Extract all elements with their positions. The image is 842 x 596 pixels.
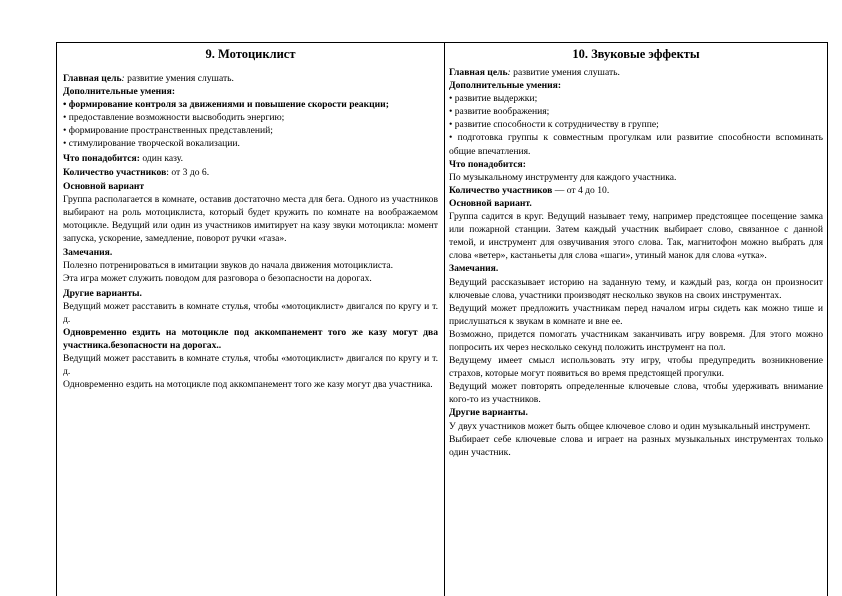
other-variant-paragraph: Ведущий может расставить в комнате стулья, чтобы «мотоциклист» двигался по кругу и т. д. bbox=[63, 300, 438, 325]
goal-line bbox=[449, 66, 823, 79]
game-card-sound-effects bbox=[449, 43, 823, 596]
count-line bbox=[63, 166, 438, 179]
note-paragraph: Ведущий рассказывает историю на заданную тему, и каждый раз, когда он произносит ключевые слова, участники производят несколько звуков на своих инструментах. bbox=[449, 276, 823, 301]
goal-text: развитие умения слушать. bbox=[124, 73, 234, 84]
goal-colon: : bbox=[121, 73, 125, 84]
main-variant-text: Группа садится в круг. Ведущий называет тему, например предстоящее посещение замка или пожарной станции. Затем каждый участник выбирает слово, связанное с данной темой, и инструмент для озвучивания этого слова. Так, магнитофон можно выбрать для слова «ветер», кастаньеты для слова «шаги», утиный манок для слова «утка». bbox=[449, 211, 823, 262]
other-variant-paragraph: Одновременно ездить на мотоцикле под аккомпанемент того же казу могут два участника.безопасности на дорогах.. bbox=[63, 326, 438, 351]
card-title: 10. Звуковые эффекты bbox=[572, 47, 700, 61]
other-variant-paragraph: Выбирает себе ключевые слова и играет на разных музыкальных инструментах только один участник. bbox=[449, 433, 823, 458]
need-label: Что понадобится: bbox=[449, 158, 526, 170]
count-label: Количество участников bbox=[449, 184, 553, 196]
other-variant-paragraph: Ведущий может расставить в комнате стулья, чтобы «мотоциклист» двигался по кругу и т. д. bbox=[63, 352, 438, 378]
skill-item: • развитие выдержки; bbox=[449, 93, 538, 105]
game-card-motorcyclist bbox=[63, 43, 438, 596]
note-paragraph: Возможно, придется помогать участникам заканчивать игру вовремя. Для этого можно попросить их через несколько секунд положить инструмент на пол. bbox=[449, 328, 823, 353]
count-line bbox=[449, 184, 823, 197]
notes-label: Замечания. bbox=[449, 263, 499, 275]
note-paragraph: Ведущему имеет смысл использовать эту игру, чтобы предупредить возникновение страхов, которые могут появиться во время предстоящей прогулки. bbox=[449, 355, 823, 380]
skill-item: • подготовка группы к совместным прогулкам или развитие способности вспоминать общие впечатления. bbox=[449, 132, 823, 157]
skill-item: • стимулирование творческой вокализации. bbox=[63, 138, 240, 150]
skill-item: • развитие воображения; bbox=[449, 106, 550, 118]
column-divider bbox=[444, 43, 445, 596]
need-text: один казу. bbox=[139, 152, 183, 164]
goal-label: Главная цель bbox=[63, 73, 122, 84]
main-variant-text: Группа располагается в комнате, оставив достаточно места для бега. Одного из участников выбирают на роль мотоциклиста, который будет кружить по комнате на воображаемом мотоцикле. Ведущий или один из участников имитирует на казу звуки мотоцикла: момент запуска, ускорение, замедление, поворот ручки «газа». bbox=[63, 193, 438, 245]
note-paragraph: Полезно потренироваться в имитации звуков до начала движения мотоциклиста. bbox=[63, 260, 394, 272]
goal-line bbox=[63, 72, 438, 85]
document-page bbox=[56, 42, 828, 596]
count-text: : от 3 до 6. bbox=[166, 166, 210, 178]
other-variant-paragraph: Одновременно ездить на мотоцикле под аккомпанемент того же казу могут два участника. bbox=[63, 379, 433, 391]
note-paragraph: Ведущий может повторять определенные ключевые слова, чтобы удерживать внимание кого-то из участников. bbox=[449, 381, 823, 406]
note-paragraph: Ведущий может предложить участникам перед началом игры сидеть как можно тише и прислушаться к звукам в комнате и вне ее. bbox=[449, 302, 823, 327]
extra-skills-title: Дополнительные умения: bbox=[63, 86, 176, 98]
need-line bbox=[63, 152, 438, 165]
main-variant-label: Основной вариант. bbox=[449, 197, 532, 209]
main-variant-label: Основной вариант bbox=[63, 180, 145, 192]
skill-item: • формирование пространственных представлений; bbox=[63, 125, 273, 137]
goal-label: Главная цель bbox=[449, 67, 508, 78]
other-variants-label: Другие варианты. bbox=[63, 287, 142, 299]
skill-item: • формирование контроля за движениями и повышение скорости реакции; bbox=[63, 99, 389, 111]
goal-colon: : bbox=[507, 67, 511, 78]
extra-skills-title: Дополнительные умения: bbox=[449, 80, 562, 92]
card-title: 9. Мотоциклист bbox=[205, 47, 296, 61]
skill-item: • развитие способности к сотрудничеству в группе; bbox=[449, 119, 659, 131]
need-text: По музыкальному инструменту для каждого участника. bbox=[449, 171, 677, 183]
other-variant-paragraph: У двух участников может быть общее ключевое слово и один музыкальный инструмент. bbox=[449, 420, 811, 432]
notes-label: Замечания. bbox=[63, 247, 113, 259]
count-label: Количество участников bbox=[63, 166, 167, 178]
note-paragraph: Эта игра может служить поводом для разговора о безопасности на дорогах. bbox=[63, 273, 372, 285]
skill-item: • предоставление возможности высвободить энергию; bbox=[63, 112, 285, 124]
need-label: Что понадобится: bbox=[63, 152, 140, 164]
goal-text: развитие умения слушать. bbox=[510, 67, 620, 78]
other-variants-label: Другие варианты. bbox=[449, 407, 528, 419]
count-text: — от 4 до 10. bbox=[552, 184, 610, 196]
